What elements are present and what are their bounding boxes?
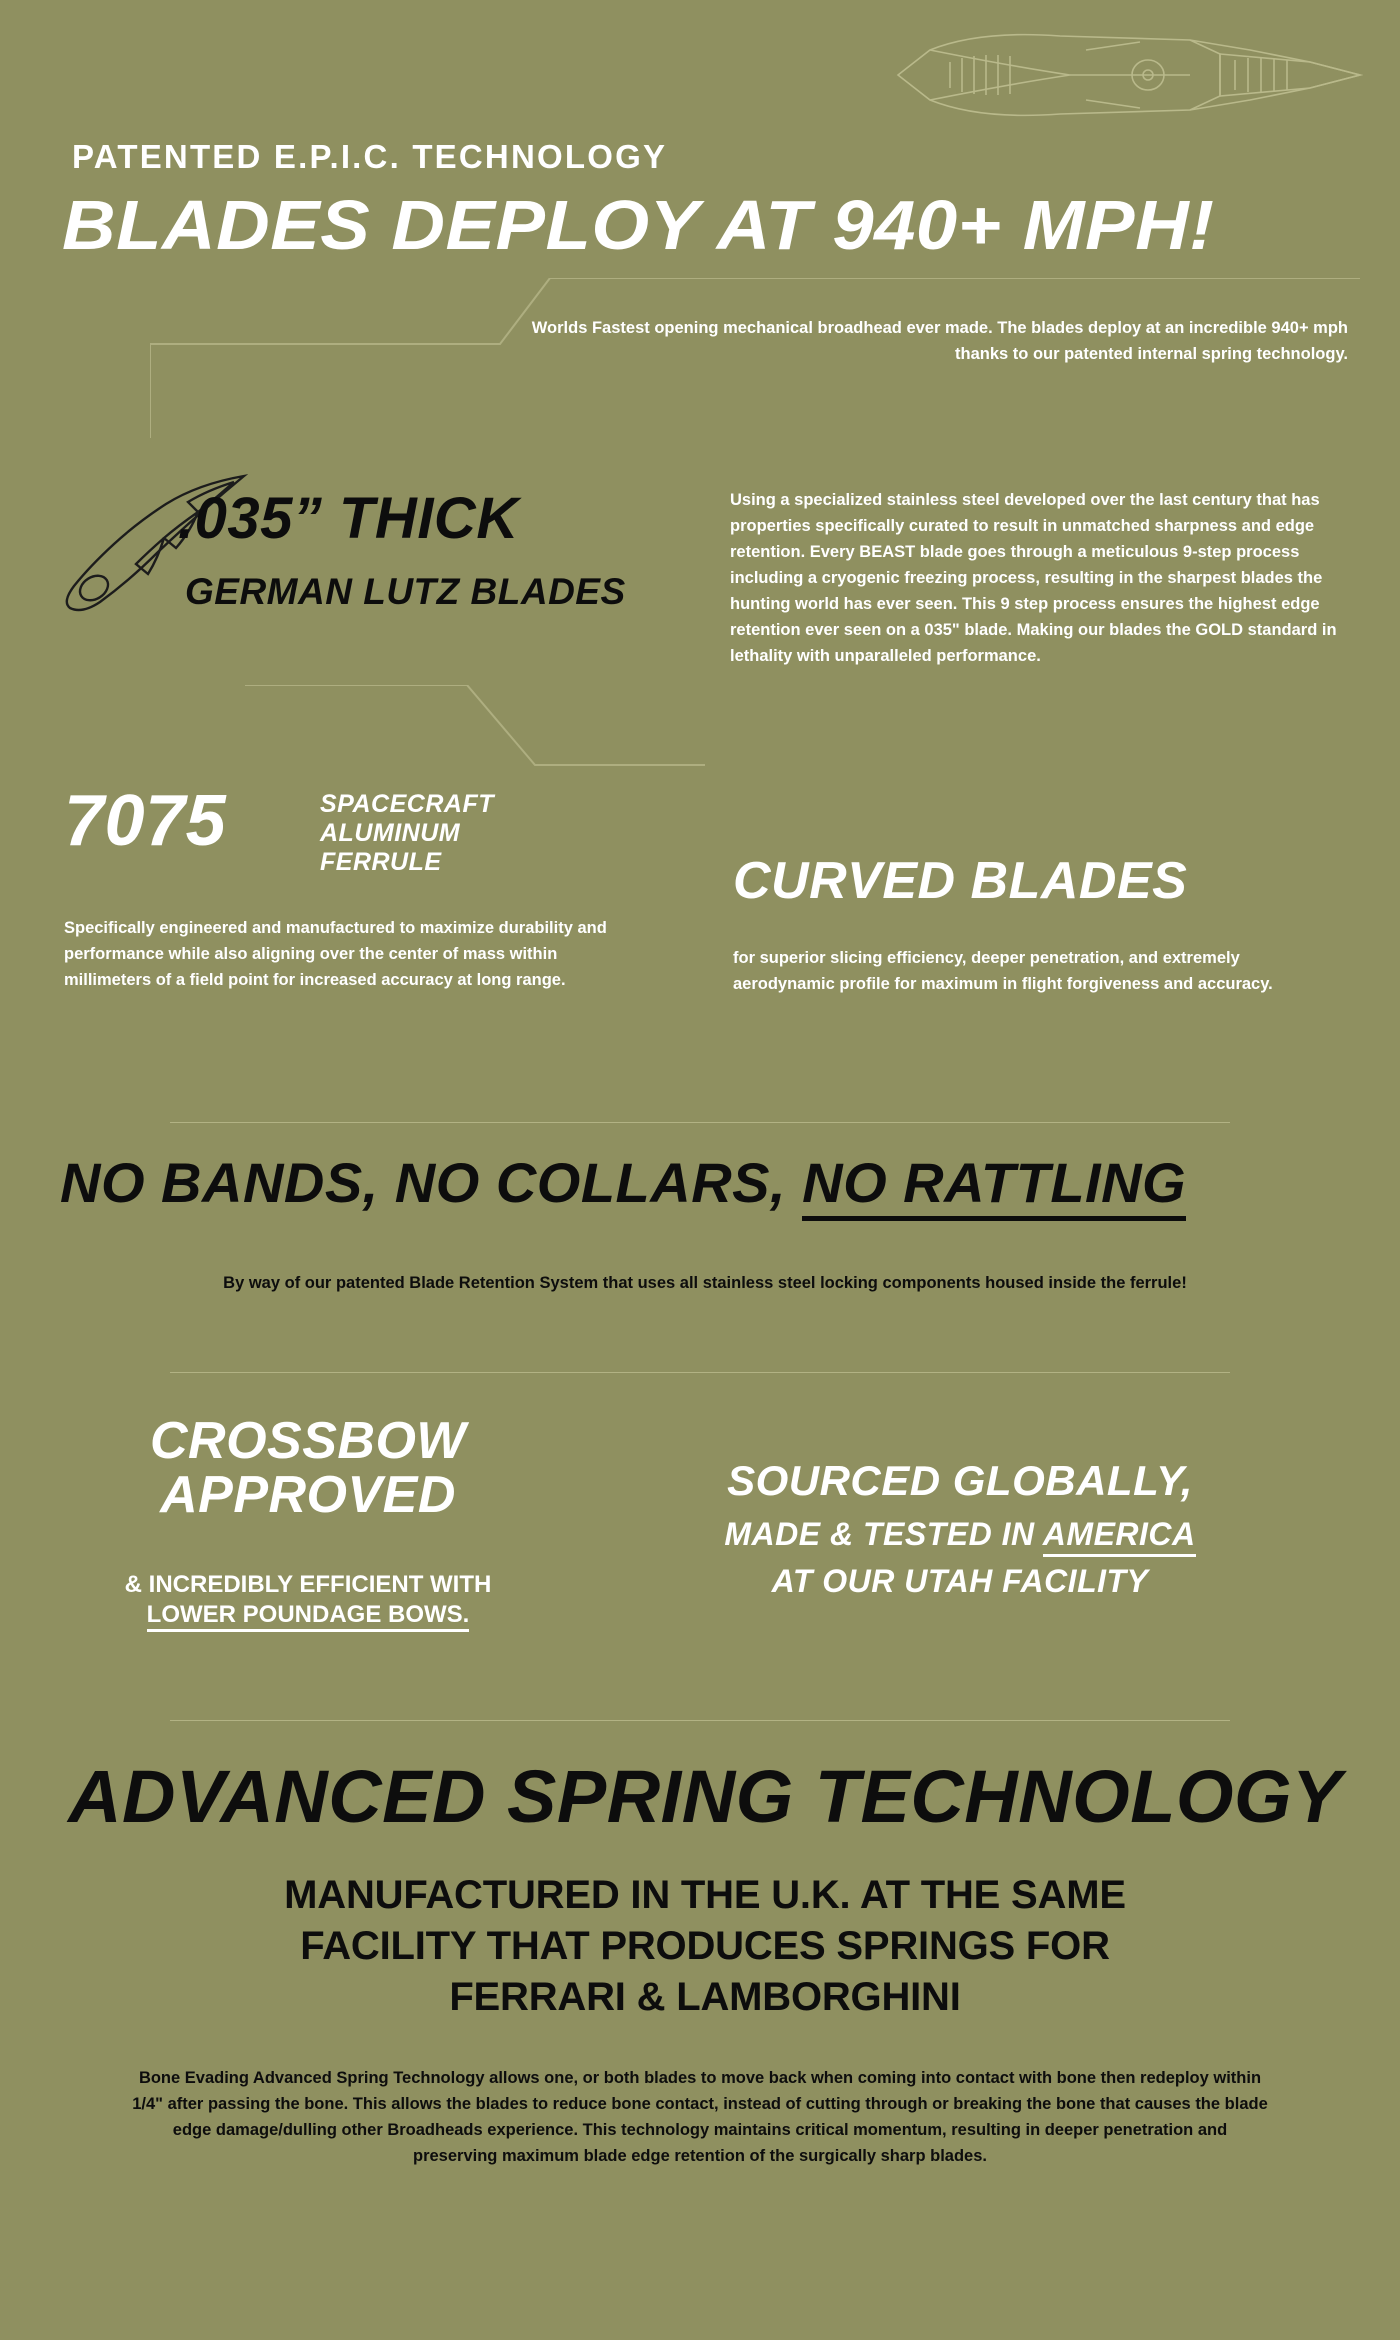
crossbow-title-line1: CROSSBOW	[150, 1412, 466, 1470]
crossbow-subtitle	[68, 1570, 548, 1630]
no-rattling-title	[60, 1151, 1187, 1214]
spring-technology-paragraph: Bone Evading Advanced Spring Technology allows one, or both blades to move back when coming into contact with bone then redeploy within 1/4" after passing the bone. This allows the blades to reduce bone contact, instead of cutting through or breaking the bone that causes the blade edge damage/dulling other Broadheads experience. This technology maintains critical momentum, resulting in deeper penetration and preserving maximum blade edge retention of the surgically sharp blades.	[132, 2069, 1268, 2166]
connector-line-1	[150, 278, 1360, 438]
ferrule-paragraph: Specifically engineered and manufactured to maximize durability and performance while also aligning over the center of mass within millimeters of a field point for increased accuracy at long range.	[64, 919, 607, 990]
crossbow-subtitle-line1: & INCREDIBLY EFFICIENT WITH	[124, 1571, 492, 1598]
ferrule-label-line2: ALUMINUM	[320, 818, 461, 847]
spring-technology-subtitle-line1: MANUFACTURED IN THE U.K. AT THE SAME	[284, 1873, 1126, 1917]
ferrule-number: 7075	[64, 781, 227, 861]
crossbow-title	[68, 1412, 548, 1524]
thick-blades-title: .035” THICK	[178, 486, 519, 551]
thick-blades-paragraph: Using a specialized stainless steel developed over the last century that has properties specifically curated to result in unmatched sharpness and edge retention. Every BEAST blade goes through a meticulous 9-step process including a cryogenic freezing process, resulting in the sharpest blades the hunting world has ever seen. This 9 step process ensures the highest edge retention ever seen on a 035" blade. Making our blades the GOLD standard in lethality with unparalleled performance.	[730, 491, 1337, 666]
divider-1	[170, 1122, 1230, 1123]
ferrule-label	[320, 790, 494, 876]
spring-technology-title: ADVANCED SPRING TECHNOLOGY	[68, 1755, 1342, 1838]
ferrule-label-line1: SPACECRAFT	[320, 790, 494, 818]
sourced-line2-underlined: AMERICA	[1043, 1516, 1196, 1557]
no-rattling-paragraph: By way of our patented Blade Retention System that uses all stainless steel locking components housed inside the ferrule!	[223, 1274, 1187, 1292]
crossbow-subtitle-line2: LOWER POUNDAGE BOWS.	[147, 1601, 470, 1632]
sourced-line1: SOURCED GLOBALLY,	[727, 1457, 1193, 1504]
no-rattling-title-plain: NO BANDS, NO COLLARS,	[60, 1151, 803, 1214]
page-title: BLADES DEPLOY AT 940+ MPH!	[62, 186, 1215, 264]
sourced-line2	[600, 1518, 1320, 1550]
spring-technology-subtitle-line3: FERRARI & LAMBORGHINI	[449, 1975, 961, 2020]
spring-technology-subtitle	[110, 1870, 1300, 2024]
sourced-line3: AT OUR UTAH FACILITY	[771, 1563, 1149, 1599]
ferrule-label-line3: FERRULE	[320, 847, 442, 876]
kicker-text: PATENTED E.P.I.C. TECHNOLOGY	[72, 138, 668, 175]
crossbow-title-line2: APPROVED	[160, 1465, 456, 1524]
divider-2	[170, 1372, 1230, 1373]
spring-technology-subtitle-line2: FACILITY THAT PRODUCES SPRINGS FOR	[300, 1924, 1110, 1969]
header-paragraph: Worlds Fastest opening mechanical broadhead ever made. The blades deploy at an incredible 940+ mph thanks to our patented internal spring technology.	[531, 319, 1348, 364]
broadhead-line-art-icon	[890, 20, 1390, 130]
no-rattling-title-underlined: NO RATTLING	[802, 1151, 1186, 1221]
curved-blades-title: CURVED BLADES	[733, 852, 1188, 910]
sourced-line2-pre: MADE & TESTED IN	[724, 1516, 1043, 1552]
curved-blades-paragraph: for superior slicing efficiency, deeper penetration, and extremely aerodynamic profile for maximum in flight forgiveness and accuracy.	[733, 949, 1273, 994]
thick-blades-subtitle: GERMAN LUTZ BLADES	[185, 571, 626, 612]
divider-3	[170, 1720, 1230, 1721]
